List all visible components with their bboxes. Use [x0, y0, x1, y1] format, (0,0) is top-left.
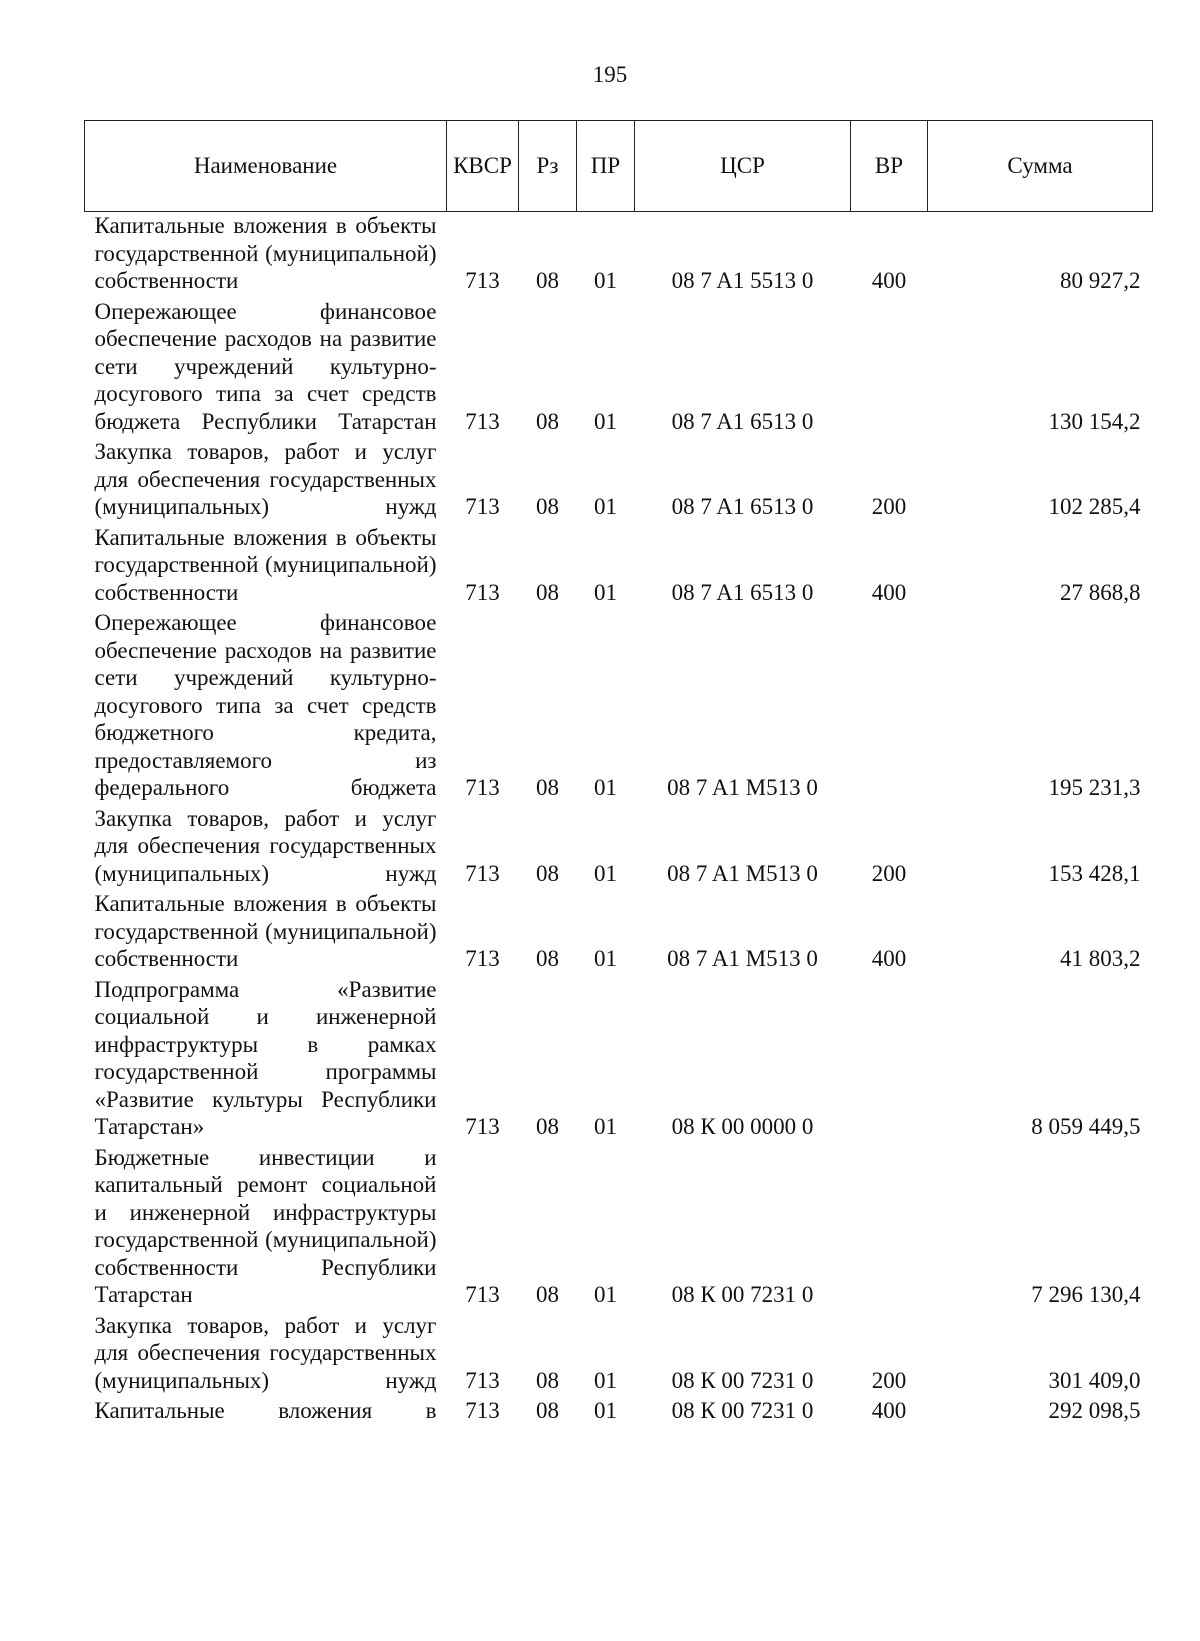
- row-pr: 01: [594, 268, 617, 293]
- row-name: Капитальные вложения в объекты государственной (муниципальной) собственности: [94, 213, 437, 293]
- row-csr: 08 7 A1 6513 0: [671, 408, 814, 434]
- row-csr: 08 7 A1 M513 0: [667, 860, 818, 886]
- row-csr: 08 К 00 7231 0: [671, 1398, 814, 1423]
- row-vr: [851, 1144, 928, 1312]
- row-sum: 8 059 449,5: [1031, 1114, 1141, 1139]
- row-sum: 195 231,3: [1048, 775, 1141, 800]
- row-pr: 01: [594, 946, 617, 971]
- row-name: Капитальные вложения в: [94, 1398, 437, 1423]
- row-rz: 08: [536, 775, 559, 800]
- row-kvsr: 713: [465, 860, 500, 886]
- row-name: Капитальные вложения в объекты государственной (муниципальной) собственности: [94, 524, 437, 605]
- table-row: [85, 1397, 1153, 1428]
- row-name: Бюджетные инвестиции и капитальный ремонт социальной и инженерной инфраструктуры государственной (муниципальной) собственности Республики Татарстан: [94, 1144, 437, 1307]
- row-sum: 7 296 130,4: [1031, 1282, 1141, 1307]
- row-pr: 01: [594, 860, 617, 886]
- header-vr: ВР: [851, 121, 928, 212]
- row-vr: 200: [871, 1367, 907, 1393]
- row-sum: 27 868,8: [1060, 579, 1141, 605]
- row-pr: 01: [594, 408, 617, 434]
- header-csr: ЦСР: [635, 121, 851, 212]
- row-rz: 08: [536, 579, 559, 605]
- row-kvsr: 713: [465, 775, 500, 800]
- row-rz: 08: [536, 1114, 559, 1139]
- row-name: Опережающее финансовое обеспечение расходов на развитие сети учреждений культурно-досугового типа за счет средств бюджета Республики Татарстан: [94, 298, 437, 434]
- budget-table: [84, 120, 1153, 1428]
- row-vr: [851, 298, 928, 439]
- row-name: Капитальные вложения в объекты государственной (муниципальной) собственности: [94, 891, 437, 971]
- row-rz: 08: [536, 1367, 559, 1393]
- row-pr: 01: [594, 1398, 617, 1423]
- row-name: Закупка товаров, работ и услуг для обеспечения государственных (муниципальных) нужд: [94, 439, 437, 519]
- row-name: Опережающее финансовое обеспечение расходов на развитие сети учреждений культурно-досугового типа за счет средств бюджетного кредита, предоставляемого из федерального бюджета: [94, 610, 437, 800]
- row-csr: 08 7 A1 6513 0: [671, 494, 814, 519]
- table-header-row: [85, 121, 1153, 212]
- row-csr: 08 7 A1 M513 0: [667, 775, 818, 800]
- row-kvsr: 713: [465, 268, 500, 293]
- row-csr: 08 К 00 0000 0: [671, 1114, 814, 1139]
- row-kvsr: 713: [465, 579, 500, 605]
- row-pr: 01: [594, 1367, 617, 1393]
- row-rz: 08: [536, 408, 559, 434]
- row-name: Закупка товаров, работ и услуг для обеспечения государственных (муниципальных) нужд: [94, 1312, 437, 1393]
- table-row: [85, 805, 1153, 891]
- row-kvsr: 713: [465, 1282, 500, 1307]
- row-vr: 400: [871, 268, 907, 293]
- table-row: [85, 212, 1153, 298]
- row-rz: 08: [536, 268, 559, 293]
- row-kvsr: 713: [465, 946, 500, 971]
- row-vr: 400: [871, 1398, 907, 1423]
- row-pr: 01: [594, 775, 617, 800]
- row-sum: 153 428,1: [1048, 860, 1141, 886]
- row-sum: 102 285,4: [1048, 494, 1141, 519]
- row-rz: 08: [536, 860, 559, 886]
- table-row: [85, 976, 1153, 1144]
- row-sum: 130 154,2: [1048, 408, 1141, 434]
- row-vr: [851, 976, 928, 1144]
- row-rz: 08: [536, 494, 559, 519]
- row-pr: 01: [594, 494, 617, 519]
- table-row: [85, 1312, 1153, 1398]
- row-pr: 01: [594, 1114, 617, 1139]
- row-rz: 08: [536, 946, 559, 971]
- row-kvsr: 713: [465, 494, 500, 519]
- row-name: Подпрограмма «Развитие социальной и инженерной инфраструктуры в рамках государственной программы «Развитие культуры Республики Татарстан»: [94, 976, 437, 1139]
- row-kvsr: 713: [465, 1114, 500, 1139]
- header-name: Наименование: [85, 121, 447, 212]
- row-name: Закупка товаров, работ и услуг для обеспечения государственных (муниципальных) нужд: [94, 805, 437, 886]
- header-pr: ПР: [577, 121, 635, 212]
- row-sum: 301 409,0: [1048, 1367, 1141, 1393]
- row-sum: 80 927,2: [1060, 268, 1141, 293]
- row-pr: 01: [594, 579, 617, 605]
- row-sum: 292 098,5: [1048, 1398, 1141, 1423]
- table-row: [85, 438, 1153, 524]
- table-row: [85, 298, 1153, 439]
- row-rz: 08: [536, 1398, 559, 1423]
- page-number: 195: [592, 62, 628, 87]
- row-vr: 400: [871, 579, 907, 605]
- row-kvsr: 713: [465, 1367, 500, 1393]
- header-kvsr: КВСР: [447, 121, 519, 212]
- table-row: [85, 1144, 1153, 1312]
- row-vr: 200: [871, 494, 907, 519]
- row-csr: 08 7 A1 M513 0: [667, 946, 818, 971]
- row-pr: 01: [594, 1282, 617, 1307]
- row-csr: 08 7 A1 5513 0: [671, 268, 814, 293]
- row-csr: 08 7 A1 6513 0: [671, 579, 814, 605]
- header-sum: Сумма: [928, 121, 1153, 212]
- row-sum: 41 803,2: [1060, 946, 1141, 971]
- row-vr: [851, 609, 928, 805]
- row-vr: 400: [871, 946, 907, 971]
- table-row: [85, 524, 1153, 610]
- row-csr: 08 К 00 7231 0: [671, 1367, 814, 1393]
- table-row: [85, 609, 1153, 805]
- header-rz: Рз: [519, 121, 577, 212]
- row-kvsr: 713: [465, 408, 500, 434]
- row-csr: 08 К 00 7231 0: [671, 1282, 814, 1307]
- row-vr: 200: [871, 860, 907, 886]
- row-rz: 08: [536, 1282, 559, 1307]
- row-kvsr: 713: [465, 1398, 500, 1423]
- table-row: [85, 890, 1153, 976]
